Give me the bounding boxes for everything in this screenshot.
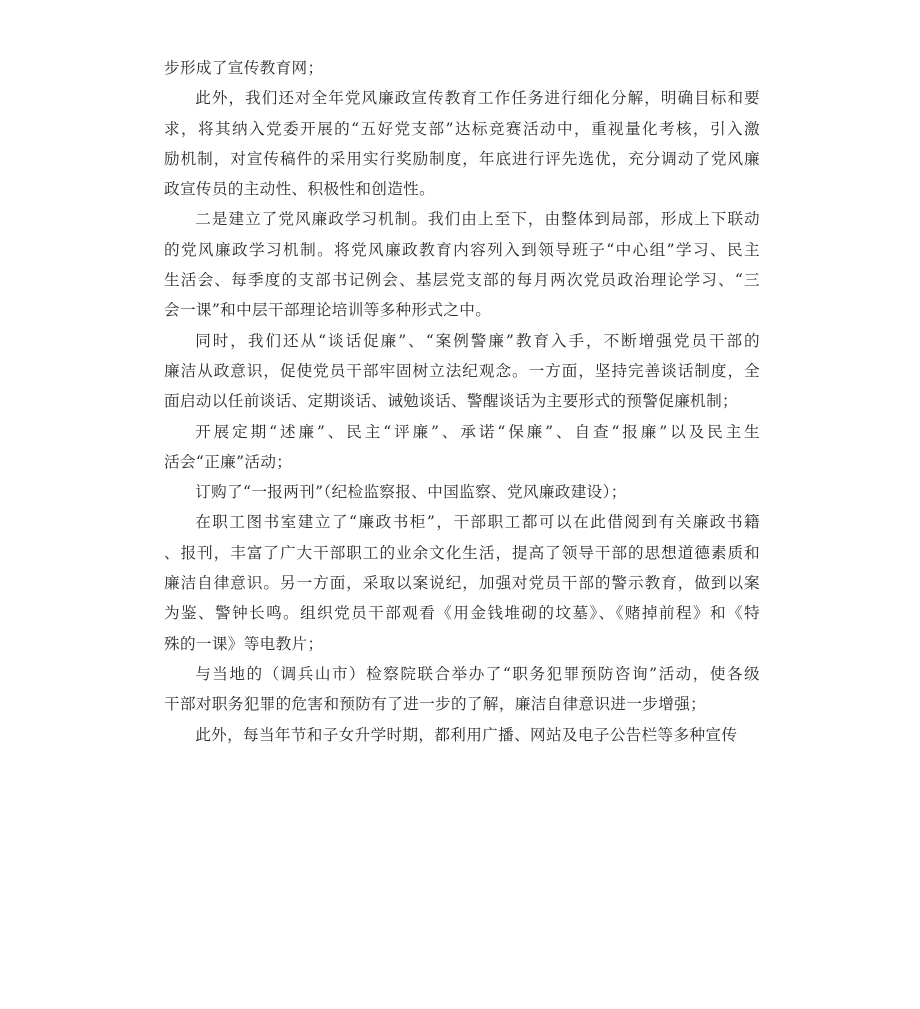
text-line: 步形成了宣传教育网； — [164, 59, 324, 77]
text-line: 与当地的（调兵山市）检察院联合举办了“职务犯罪预防咨询”活动，使各级 — [195, 664, 760, 683]
text-line: 同时，我们还从“谈话促廉”、“案例警廉”教育入手，不断增强党员干部的 — [195, 331, 760, 350]
text-line: 干部对职务犯罪的危害和预防有了进一步的了解，廉洁自律意识进一步增强； — [164, 695, 707, 714]
text-line: 二是建立了党风廉政学习机制。我们由上至下，由整体到局部，形成上下联动 — [195, 210, 760, 229]
paragraph — [164, 659, 760, 720]
text-line: 廉洁自律意识。另一方面，采取以案说纪，加强对党员干部的警示教育，做到以案 — [164, 574, 760, 593]
text-line: 廉洁从政意识，促使党员干部牢固树立法纪观念。一方面，坚持完善谈话制度，全 — [164, 361, 760, 380]
paragraph — [164, 204, 760, 325]
text-line: 面启动以任前谈话、定期谈话、诫勉谈话、警醒谈话为主要形式的预警促廉机制； — [164, 392, 738, 411]
paragraph — [164, 83, 760, 204]
paragraph — [164, 720, 760, 750]
text-line: 订购了“一报两刊”（纪检监察报、中国监察、党风廉政建设）； — [195, 483, 627, 502]
paragraph — [164, 326, 760, 417]
text-line: 的党风廉政学习机制。将党风廉政教育内容列入到领导班子“中心组”学习、民主 — [164, 240, 760, 259]
paragraph — [164, 477, 760, 507]
text-line: 会一课”和中层干部理论培训等多种形式之中。 — [164, 301, 492, 320]
text-line: 求，将其纳入党委开展的“五好党支部”达标竞赛活动中，重视量化考核，引入激 — [164, 119, 760, 138]
paragraph — [164, 507, 760, 658]
text-line: 、报刊，丰富了广大干部职工的业余文化生活，提高了领导干部的思想道德素质和 — [164, 543, 760, 562]
document-body — [164, 53, 760, 750]
text-line: 励机制，对宣传稿件的采用实行奖励制度，年底进行评先选优，充分调动了党风廉 — [164, 149, 760, 168]
text-line: 此外，每当年节和子女升学时期，都利用广播、网站及电子公告栏等多种宣传 — [195, 725, 738, 744]
document-page — [164, 53, 760, 750]
text-line: 在职工图书室建立了“廉政书柜”，干部职工都可以在此借阅到有关廉政书籍 — [195, 513, 760, 532]
text-line: 此外，我们还对全年党风廉政宣传教育工作任务进行细化分解，明确目标和要 — [195, 89, 760, 108]
paragraph — [164, 417, 760, 478]
text-line: 政宣传员的主动性、积极性和创造性。 — [164, 180, 436, 199]
text-line: 生活会、每季度的支部书记例会、基层党支部的每月两次党员政治理论学习、“三 — [164, 271, 760, 290]
paragraph — [164, 53, 760, 83]
text-line: 殊的一课》等电教片； — [164, 634, 324, 653]
text-line: 开展定期“述廉”、民主“评廉”、承诺“保廉”、自查“报廉”以及民主生 — [195, 422, 760, 441]
text-line: 活会“正廉”活动； — [164, 452, 293, 471]
text-line: 为鉴、警钟长鸣。组织党员干部观看《用金钱堆砌的坟墓》、《赌掉前程》和《特 — [164, 604, 760, 623]
